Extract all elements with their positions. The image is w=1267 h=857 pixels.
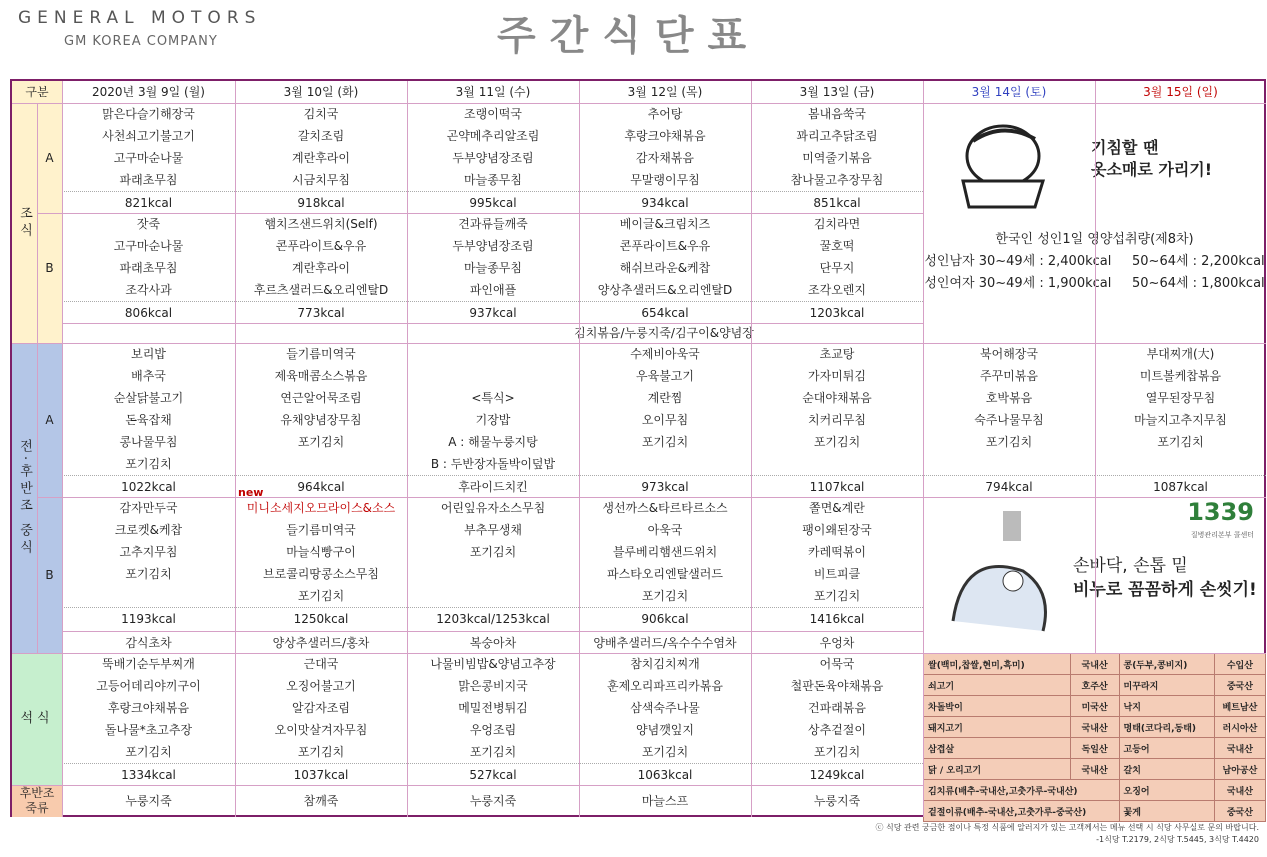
menu-item: 오이무침	[641, 413, 689, 427]
menu-item: 사천쇠고기불고기	[102, 129, 195, 143]
menu-item: 제육매콤소스볶음	[274, 369, 368, 383]
origin-row	[924, 738, 1266, 759]
origin-cell: 중국산	[1214, 675, 1265, 696]
grid-hline	[12, 653, 1266, 654]
menu-item: 부추무생채	[464, 523, 522, 537]
menu-item: 기장밥	[475, 413, 511, 427]
menu-item: 마늘식빵구이	[286, 545, 356, 559]
menu-item: 돈육잡채	[125, 413, 172, 427]
kcal-value: 937kcal	[407, 301, 579, 324]
menu-item: 가자미튀김	[808, 369, 866, 383]
menu-item: 단무지	[819, 261, 855, 275]
menu-item: 포기김치	[125, 457, 172, 471]
menu-item: 북어해장국	[980, 347, 1038, 361]
menu-item: 두부양념장조림	[452, 151, 534, 165]
dinner-cell	[579, 653, 751, 786]
menu-item: 미니소세지오므라이스&소스	[246, 501, 396, 515]
menu-item: 포기김치	[297, 745, 345, 759]
late-cell: 마늘스프	[641, 794, 689, 808]
origin-row	[924, 675, 1266, 696]
lunch-extra: 양배추샐러드/옥수수수염차	[579, 631, 751, 653]
menu-table	[10, 79, 1266, 817]
origin-cell: 국내산	[1070, 654, 1119, 675]
origin-cell: 겉절이류(배추-국내산,고춧가루-중국산)	[924, 801, 1120, 822]
origin-cell: 오징어	[1119, 780, 1214, 801]
origin-cell: 김치류(배추-국내산,고춧가루-국내산)	[924, 780, 1120, 801]
breakfast-a-cell	[235, 103, 407, 214]
menu-item: 팽이왜된장국	[802, 523, 872, 537]
header-day: 2020년 3월 9일 (월)	[92, 85, 205, 99]
grid-hline	[62, 323, 923, 324]
menu-item: 포기김치	[297, 435, 345, 449]
late-cell: 참깨죽	[303, 794, 339, 808]
handwash-illustration	[943, 511, 1063, 641]
kcal-value: 821kcal	[62, 191, 235, 214]
lunch-label: 전·후반조 중식	[17, 438, 32, 558]
menu-item: 나물비빔밥&양념고추장	[430, 657, 556, 671]
menu-item	[1095, 453, 1266, 475]
kcal-value: 1334kcal	[62, 763, 235, 786]
brand-line2: GM KOREA COMPANY	[64, 34, 218, 49]
origin-cell: 미꾸라지	[1119, 675, 1214, 696]
menu-item: 호박볶음	[985, 391, 1033, 405]
origin-cell: 콩(두부,콩비지)	[1119, 654, 1214, 675]
menu-item: 부대찌개(大)	[1146, 347, 1215, 361]
menu-item	[407, 365, 579, 387]
menu-item: 훈제오리파프리카볶음	[607, 679, 723, 693]
kcal-value: 806kcal	[62, 301, 235, 324]
origin-cell: 국내산	[1070, 717, 1119, 738]
origin-cell: 중국산	[1214, 801, 1265, 822]
lunch-a-cell	[751, 343, 923, 498]
origin-cell: 낙지	[1119, 696, 1214, 717]
menu-item: 오이맛살겨자무침	[274, 723, 368, 737]
kcal-value: 1203kcal	[751, 301, 923, 324]
kcal-value: 851kcal	[751, 191, 923, 214]
menu-item: 양념깻잎지	[636, 723, 694, 737]
menu-item: 브로콜리땅콩소스무침	[263, 567, 379, 581]
menu-item: 파래초무침	[119, 261, 178, 275]
handwash-line2: 비누로 꼼꼼하게 손씻기!	[1073, 580, 1257, 600]
grid-vline	[407, 81, 408, 817]
menu-item: 순살닭불고기	[113, 391, 184, 405]
menu-item	[579, 453, 751, 475]
nutrition-title: 한국인 성인1일 영양섭취량(제8차)	[995, 232, 1194, 247]
menu-item: 봄내음쑥국	[808, 107, 866, 121]
kcal-value: 527kcal	[407, 763, 579, 786]
menu-item: 후르츠샐러드&오리엔탈D	[253, 283, 389, 297]
breakfast-b-label: B	[45, 261, 54, 275]
menu-item: 시금치무침	[292, 173, 350, 187]
origin-cell: 독일산	[1070, 738, 1119, 759]
menu-item: 콩나물무침	[119, 435, 178, 449]
dinner-cell	[235, 653, 407, 786]
origin-cell: 차돌박이	[924, 696, 1071, 717]
menu-item: 포기김치	[125, 567, 172, 581]
menu-item: 수제비아욱국	[630, 347, 700, 361]
menu-item: 숙주나물무침	[974, 413, 1044, 427]
menu-item: 건파래볶음	[808, 701, 866, 715]
kcal-value: 1416kcal	[751, 607, 923, 630]
menu-item: 포기김치	[813, 435, 861, 449]
grid-vline	[579, 81, 580, 817]
menu-item: 계란찜	[647, 391, 683, 405]
menu-item: 고추지무침	[119, 545, 178, 559]
nutrition-female: 성인여자 30~49세 : 1,900kcal 50~64세 : 1,800kcal	[924, 276, 1265, 291]
menu-item: 콘푸라이트&우유	[619, 239, 711, 253]
lunch-a-cell	[62, 343, 235, 498]
dinner-cell	[751, 653, 923, 786]
menu-item: 계란후라이	[292, 261, 350, 275]
origin-cell: 쌀(백미,찹쌀,현미,흑미)	[924, 654, 1071, 675]
header-gubun: 구분	[12, 81, 62, 103]
lunch-b-cell	[62, 497, 235, 630]
lunch-b-cell	[751, 497, 923, 630]
menu-item: 조각사과	[125, 283, 172, 297]
origin-cell: 꽃게	[1119, 801, 1214, 822]
menu-item	[407, 343, 579, 365]
header-day: 3월 10일 (화)	[283, 85, 359, 99]
lunch-b-cell	[579, 497, 751, 630]
menu-item: 콘푸라이트&우유	[275, 239, 367, 253]
menu-item: 미역줄기볶음	[802, 151, 872, 165]
lunch-extra: 우엉차	[751, 631, 923, 653]
menu-item: 배추국	[131, 369, 166, 383]
menu-item: 포기김치	[641, 435, 689, 449]
menu-item: 마늘지고추지무침	[1134, 413, 1227, 427]
menu-item: 포기김치	[297, 589, 345, 603]
menu-item: 고등어데리야끼구이	[96, 679, 201, 693]
menu-item: 돌나물*초고추장	[104, 723, 193, 737]
menu-item: 우육불고기	[636, 369, 694, 383]
lunch-a-cell	[407, 343, 579, 498]
lunch-extra: 복숭아차	[407, 631, 579, 653]
menu-item: 블루베리햄샌드위치	[612, 545, 718, 559]
menu-item: 어린잎유자소스무침	[440, 501, 546, 515]
grid-hline	[37, 497, 1266, 498]
menu-item: 견과류들깨죽	[458, 217, 528, 231]
menu-item: 꿀호떡	[819, 239, 855, 253]
menu-item: 주꾸미볶음	[980, 369, 1038, 383]
grid-vline	[62, 81, 63, 817]
kcal-value: 1063kcal	[579, 763, 751, 786]
kcal-value: 1022kcal	[62, 475, 235, 498]
origin-cell: 고등어	[1119, 738, 1214, 759]
kcal-value: 934kcal	[579, 191, 751, 214]
origin-row	[924, 654, 1266, 675]
kcal-value: 995kcal	[407, 191, 579, 214]
lunch-b-cell	[407, 497, 579, 630]
menu-item: 알감자조림	[292, 701, 350, 715]
footer-phones: -1식당 T.2179, 2식당 T.5445, 3식당 T.4420	[1096, 835, 1259, 844]
header-day: 3월 12일 (목)	[627, 85, 703, 99]
menu-item: 뚝배기순두부찌개	[102, 657, 195, 671]
kcal-value: 1249kcal	[751, 763, 923, 786]
brand-logo	[18, 8, 261, 49]
dinner-label: 석식	[20, 711, 54, 726]
origin-cell: 돼지고기	[924, 717, 1071, 738]
page-title: 주간식단표	[497, 13, 761, 59]
menu-item: 감자채볶음	[636, 151, 694, 165]
menu-item: 계란후라이	[292, 151, 350, 165]
dinner-cell	[62, 653, 235, 786]
menu-item: 포기김치	[469, 545, 517, 559]
lunch-a-cell	[579, 343, 751, 498]
menu-item: 포기김치	[1157, 435, 1204, 449]
menu-item: 포기김치	[469, 745, 517, 759]
menu-item: 우엉조림	[469, 723, 517, 737]
origin-row	[924, 717, 1266, 738]
menu-item: 아욱국	[647, 523, 683, 537]
menu-item: 고구마순나물	[113, 239, 184, 253]
breakfast-b-cell	[235, 213, 407, 324]
breakfast-b-cell	[579, 213, 751, 324]
menu-item: 마늘종무침	[464, 173, 522, 187]
menu-item: 햄치즈샌드위치(Self)	[264, 217, 378, 231]
kcal-value: 1087kcal	[1095, 475, 1266, 498]
origin-row	[924, 801, 1266, 822]
breakfast-b-cell	[62, 213, 235, 324]
grid-vline	[37, 103, 38, 653]
header-day: 3월 13일 (금)	[799, 85, 875, 99]
grid-vline	[751, 81, 752, 817]
grid-vline	[923, 81, 924, 817]
menu-item: 추어탕	[647, 107, 683, 121]
lunch-a-cell	[923, 343, 1095, 498]
menu-item: 후랑크야채볶음	[107, 701, 190, 715]
menu-item: 고구마순나물	[113, 151, 184, 165]
lunch-extra: 감식초차	[62, 631, 235, 653]
breakfast-label: 조식	[17, 206, 32, 240]
origin-cell: 베트남산	[1214, 696, 1265, 717]
kcal-value: 654kcal	[579, 301, 751, 324]
menu-item: 생선까스&타르타르소스	[602, 501, 728, 515]
menu-item: 양상추샐러드&오리엔탈D	[597, 283, 733, 297]
menu-item: 치커리무침	[808, 413, 866, 427]
menu-item: 유채양념장무침	[280, 413, 362, 427]
menu-item: 갈치조림	[297, 129, 345, 143]
kcal-value: 964kcal	[235, 475, 407, 498]
origin-table	[923, 653, 1266, 822]
lunch-a-label: A	[45, 413, 54, 427]
kcal-value: 1193kcal	[62, 607, 235, 630]
menu-item: 오징어불고기	[286, 679, 356, 693]
origin-row	[924, 780, 1266, 801]
kcal-value: 1037kcal	[235, 763, 407, 786]
menu-item: 삼색숙주나물	[630, 701, 700, 715]
menu-item: 마늘종무침	[464, 261, 522, 275]
menu-item: 미트볼케찹볶음	[1139, 369, 1222, 383]
menu-item	[407, 563, 579, 585]
new-badge: new	[238, 486, 264, 499]
menu-item: 꽈리고추닭조림	[796, 129, 878, 143]
menu-item: 포기김치	[985, 435, 1033, 449]
kcal-value: 773kcal	[235, 301, 407, 324]
kcal-value: 794kcal	[923, 475, 1095, 498]
kcal-value: 973kcal	[579, 475, 751, 498]
menu-item	[407, 585, 579, 607]
origin-cell: 러시아산	[1214, 717, 1265, 738]
menu-item: 메밀전병튀김	[458, 701, 528, 715]
menu-item: 보리밥	[131, 347, 166, 361]
breakfast-common: 김치볶음/누룽지죽/김구이&양념장	[574, 326, 754, 340]
menu-item: 포기김치	[641, 589, 689, 603]
menu-item: 곤약메추리알조림	[446, 129, 540, 143]
kcal-value: 906kcal	[579, 607, 751, 630]
origin-cell: 수입산	[1214, 654, 1265, 675]
grid-hline	[12, 343, 1266, 344]
lunch-b-cell	[235, 497, 407, 630]
grid-hline	[12, 103, 1266, 104]
handwash-line1: 손바닥, 손톱 밑	[1073, 556, 1188, 576]
breakfast-b-cell	[407, 213, 579, 324]
cough-line1: 기침할 땐	[1091, 138, 1159, 157]
menu-item: 연근알어묵조림	[280, 391, 362, 405]
menu-item: 무말랭이무침	[630, 173, 700, 187]
menu-item: 감자만두국	[119, 501, 178, 515]
menu-item: 김치라면	[813, 217, 861, 231]
menu-item: 잣죽	[136, 217, 161, 231]
dinner-cell	[407, 653, 579, 786]
menu-item: 후랑크야채볶음	[624, 129, 706, 143]
origin-cell: 갈치	[1119, 759, 1214, 780]
menu-item: 참치김치찌개	[630, 657, 700, 671]
kcal-value: 1250kcal	[235, 607, 407, 630]
hotline-caption: 질병관리본부 콜센터	[1190, 531, 1254, 539]
cough-illustration	[943, 111, 1063, 211]
grid-vline	[1095, 81, 1096, 653]
menu-item: 들기름미역국	[286, 347, 356, 361]
menu-item: 맑은콩비지국	[458, 679, 528, 693]
menu-item: 근대국	[303, 657, 339, 671]
header-day: 3월 11일 (수)	[455, 85, 531, 99]
menu-item: 맑은다슬기해장국	[102, 107, 195, 121]
kcal-value: 1203kcal/1253kcal	[407, 607, 579, 630]
menu-item: 포기김치	[813, 745, 861, 759]
menu-item: 베이글&크림치즈	[619, 217, 711, 231]
origin-cell: 쇠고기	[924, 675, 1071, 696]
origin-cell: 닭 / 오리고기	[924, 759, 1071, 780]
menu-item: B : 두반장자돌박이덮밥	[430, 457, 556, 471]
menu-item: 두부양념장조림	[452, 239, 534, 253]
menu-item	[235, 453, 407, 475]
breakfast-a-cell	[62, 103, 235, 214]
lunch-a-cell	[1095, 343, 1266, 498]
kcal-value: 918kcal	[235, 191, 407, 214]
kcal-value: 1107kcal	[751, 475, 923, 498]
menu-item: 비트피클	[813, 567, 861, 581]
menu-item: 순대야채볶음	[802, 391, 872, 405]
late-label: 후반조 죽류	[19, 786, 55, 815]
menu-item: A : 해물누룽지탕	[448, 435, 538, 449]
origin-grid	[923, 653, 1266, 822]
origin-cell: 국내산	[1214, 738, 1265, 759]
menu-item: 참나물고추장무침	[790, 173, 884, 187]
menu-item: 쫄면&계란	[809, 501, 865, 515]
origin-row	[924, 696, 1266, 717]
breakfast-a-cell	[579, 103, 751, 214]
menu-item: 크로켓&케찹	[114, 523, 183, 537]
menu-item	[62, 585, 235, 607]
menu-item	[751, 453, 923, 475]
cough-line2: 옷소매로 가리기!	[1091, 160, 1213, 179]
menu-item: 파래초무침	[119, 173, 178, 187]
header-day: 3월 15일 (일)	[1143, 85, 1218, 99]
grid-hline	[12, 785, 923, 786]
origin-row	[924, 759, 1266, 780]
breakfast-a-label: A	[45, 151, 54, 165]
origin-cell: 국내산	[1070, 759, 1119, 780]
menu-item: 조각오렌지	[808, 283, 866, 297]
late-cell: 누룽지죽	[125, 794, 172, 808]
breakfast-b-cell	[751, 213, 923, 324]
menu-item: <특식>	[471, 391, 515, 405]
menu-item: 초교탕	[819, 347, 855, 361]
menu-item: 파스타오리엔탈샐러드	[607, 567, 723, 581]
menu-item: 열무된장무침	[1145, 391, 1216, 405]
menu-item: 어묵국	[819, 657, 855, 671]
origin-cell: 남아공산	[1214, 759, 1265, 780]
menu-item: 철판돈육야채볶음	[790, 679, 884, 693]
breakfast-a-cell	[407, 103, 579, 214]
menu-item: 파인애플	[469, 283, 517, 297]
lunch-extra: 양상추샐러드/홍차	[235, 631, 407, 653]
lunch-b-label: B	[45, 568, 54, 582]
origin-cell: 미국산	[1070, 696, 1119, 717]
menu-item: 김치국	[303, 107, 339, 121]
grid-hline	[37, 213, 923, 214]
menu-item: 해쉬브라운&케찹	[619, 261, 711, 275]
menu-item: 포기김치	[125, 745, 172, 759]
menu-item: 카레떡볶이	[808, 545, 866, 559]
nutrition-male: 성인남자 30~49세 : 2,400kcal 50~64세 : 2,200kcal	[924, 254, 1265, 269]
menu-item: 포기김치	[641, 745, 689, 759]
late-cell: 누룽지죽	[813, 794, 861, 808]
origin-cell: 명태(코다리,동태)	[1119, 717, 1214, 738]
menu-item: 조랭이떡국	[464, 107, 522, 121]
hotline-logo: 1339	[1187, 498, 1254, 526]
lunch-a-cell	[235, 343, 407, 498]
origin-cell: 삼겹살	[924, 738, 1071, 759]
menu-item: 상추겉절이	[808, 723, 866, 737]
breakfast-a-cell	[751, 103, 923, 214]
late-cell: 누룽지죽	[469, 794, 517, 808]
menu-item	[923, 453, 1095, 475]
origin-cell: 국내산	[1214, 780, 1265, 801]
header-day: 3월 14일 (토)	[971, 85, 1047, 99]
grid-vline	[235, 81, 236, 817]
menu-item: 들기름미역국	[286, 523, 356, 537]
kcal-value: 후라이드치킨	[407, 475, 579, 498]
footer-notice: ⓒ 식당 관련 궁금한 점이나 특정 식품에 알러지가 있는 고객께서는 메뉴 선택 시 식당 사무실로 문의 바랍니다.	[875, 823, 1259, 832]
menu-item: 포기김치	[813, 589, 861, 603]
brand-line1: GENERAL MOTORS	[18, 8, 262, 28]
origin-cell: 호주산	[1070, 675, 1119, 696]
